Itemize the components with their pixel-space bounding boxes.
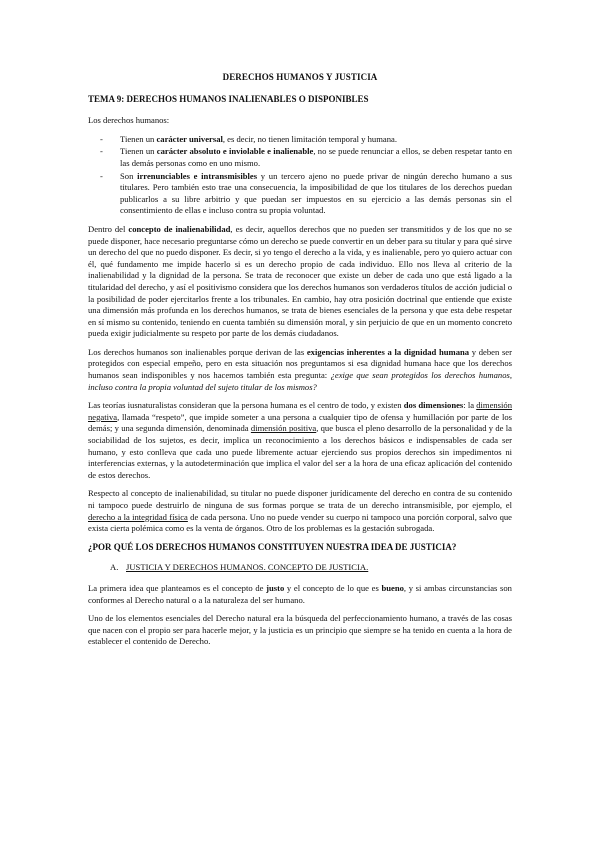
rights-list — [88, 134, 512, 217]
paragraph-natural-law: Uno de los elementos esenciales del Derecho natural era la búsqueda del perfeccionamiento humano, a través de las cosas que nacen con el propio ser para hacerle mejor, y la justicia es un principio que siempre se ha tenido en cuenta a la hora de establecer el contenido de Derecho. — [88, 613, 512, 647]
paragraph-inalienability: Dentro del concepto de inalienabilidad, es decir, aquellos derechos que no pueden ser transmitidos y de los que no se puede disponer, hace necesario preguntarse cómo un derecho se puede convertir en un deber para su titular y para qué sirve un derecho del que no puedo disponer. Es decir, si yo tengo el derecho a la vida, y es inalienable, pero yo quiero actuar con él, qué fundamento me impide hacerlo si es un derecho propio de cada individuo. Ello nos lleva al criterio de la inalienabilidad y la dignidad de la persona. Se trata de reconocer que existe un deber de cada uno que está ligado a la titularidad del derecho, y así el positivismo considera que los derechos humanos son verdaderos títulos de acción judicial o la posibilidad de poder ejercitarlos frente a los tribunales. En cambio, hay otra posición doctrinal que entiende que existe una dimensión más profunda en los derechos humanos, se trata de bienes esenciales de la persona y que esta debe respetar en sí mismo su contenido, teniendo en cuenta también su dimensión moral, y sin perjuicio de que en un momento concreto pueda exigir judicialmente su respeto por parte de los demás ciudadanos. — [88, 223, 512, 339]
list-item: - Tienen un carácter absoluto e inviolable e inalienable, no se puede renunciar a ellos, se deben respetar tanto en las demás personas como en uno mismo. — [88, 146, 512, 169]
intro-text: Los derechos humanos: — [88, 115, 170, 126]
list-item: - Son irrenunciables e intransmisibles y un tercero ajeno no puede privar de ningún derecho humano a sus titulares. Pero también esto trae una consecuencia, la imposibilidad de que los titulares de los derechos puedan publicarlos a su libre arbitrio y que puedan ser impuestos en su ejercicio a las demás personas sin el consentimiento de ellas e incluso contra su propia voluntad. — [88, 171, 512, 217]
document-title: DERECHOS HUMANOS Y JUSTICIA — [222, 72, 378, 82]
paragraph-dignity: Los derechos humanos son inalienables porque derivan de las exigencias inherentes a la dignidad humana y deben ser protegidos con especial empeño, pero en esta situación nos preguntamos si esa dignidad humana hace que los derechos humanos sean indisponibles y nos hacemos también esta pregunta: ¿exige que sean protegidos los derechos humanos, incluso contra la propia voluntad del sujeto titular de los mismos? — [88, 346, 512, 392]
section-question: ¿POR QUÉ LOS DERECHOS HUMANOS CONSTITUYEN NUESTRA IDEA DE JUSTICIA? — [88, 541, 457, 552]
topic-heading: TEMA 9: DERECHOS HUMANOS INALIENABLES O DISPONIBLES — [88, 93, 369, 104]
paragraph-dimensions: Las teorías iusnaturalistas consideran que la persona humana es el centro de todo, y existen dos dimensiones: la dimensión negativa, llamada “respeto”, que impide someter a una persona a cualquier tipo de ofensa y humillación por parte de los demás; y una segunda dimensión, denominada dimensión positiva, que busca el pleno desarrollo de la personalidad y de la sociabilidad de los sujetos, es decir, implica un reconocimiento a los derechos básicos e indispensables de cada ser humano, y esto conlleva que cada uno puede libremente actuar ejerciendo sus propios derechos sin impedimentos ni interferencias externas, y la autodeterminación que implica el valor del ser a la hora de una eficaz aplicación del contenido de estos derechos. — [88, 400, 513, 480]
paragraph-integrity: Respecto al concepto de inalienabilidad, su titular no puede disponer jurídicamente del derecho en contra de su contenido ni tampoco puede destruirlo de ninguna de sus formas porque se trata de un derecho intransmisible, por ejemplo, el derecho a la integridad física de cada persona. Uno no puede vender su cuerpo ni tampoco una porción corporal, salvo que exista cierta polémica como es la venta de órganos. Otro de los problemas es la gestación subrogada. — [88, 488, 512, 534]
list-item: - Tienen un carácter universal, es decir, no tienen limitación temporal y humana. — [88, 134, 512, 146]
subsection-heading: A. JUSTICIA Y DERECHOS HUMANOS. CONCEPTO DE JUSTICIA. — [110, 562, 369, 573]
paragraph-justice: La primera idea que planteamos es el concepto de justo y el concepto de lo que es bueno, y si ambas circunstancias son conformes al Derecho natural o a la naturaleza del ser humano. — [88, 582, 512, 605]
